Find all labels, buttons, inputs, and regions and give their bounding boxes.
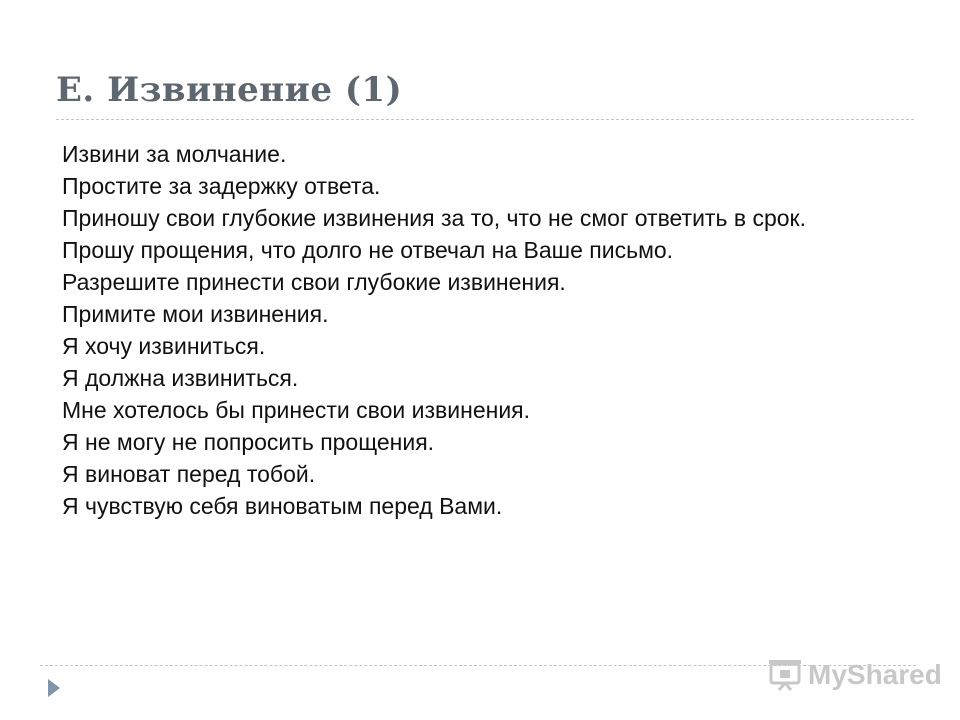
- content-line: Прошу прощения, что долго не отвечал на Ваше письмо.: [62, 237, 674, 263]
- presentation-board-icon: [768, 659, 802, 691]
- content-line: Примите мои извинения.: [62, 301, 329, 327]
- content-line: Простите за задержку ответа.: [62, 173, 381, 199]
- content-line: Мне хотелось бы принести свои извинения.: [62, 397, 531, 423]
- triangle-right-icon: [48, 679, 60, 697]
- content-line: Я не могу не попросить прощения.: [62, 429, 435, 455]
- content-line: Разрешите принести свои глубокие извинения.: [62, 269, 566, 295]
- watermark: [768, 658, 942, 692]
- slide-title: E. Извинение (1): [56, 70, 403, 110]
- content-line: Я виноват перед тобой.: [62, 461, 316, 487]
- content-line: Я должна извиниться.: [62, 365, 299, 391]
- content-line: Приношу свои глубокие извинения за то, что не смог ответить в срок.: [62, 205, 806, 231]
- watermark-text: MyShared: [808, 659, 942, 690]
- slide-content: [62, 138, 904, 522]
- content-line: Я хочу извиниться.: [62, 333, 266, 359]
- title-divider: [56, 119, 914, 120]
- content-line: Я чувствую себя виноватым перед Вами.: [62, 493, 503, 519]
- content-line: Извини за молчание.: [62, 141, 287, 167]
